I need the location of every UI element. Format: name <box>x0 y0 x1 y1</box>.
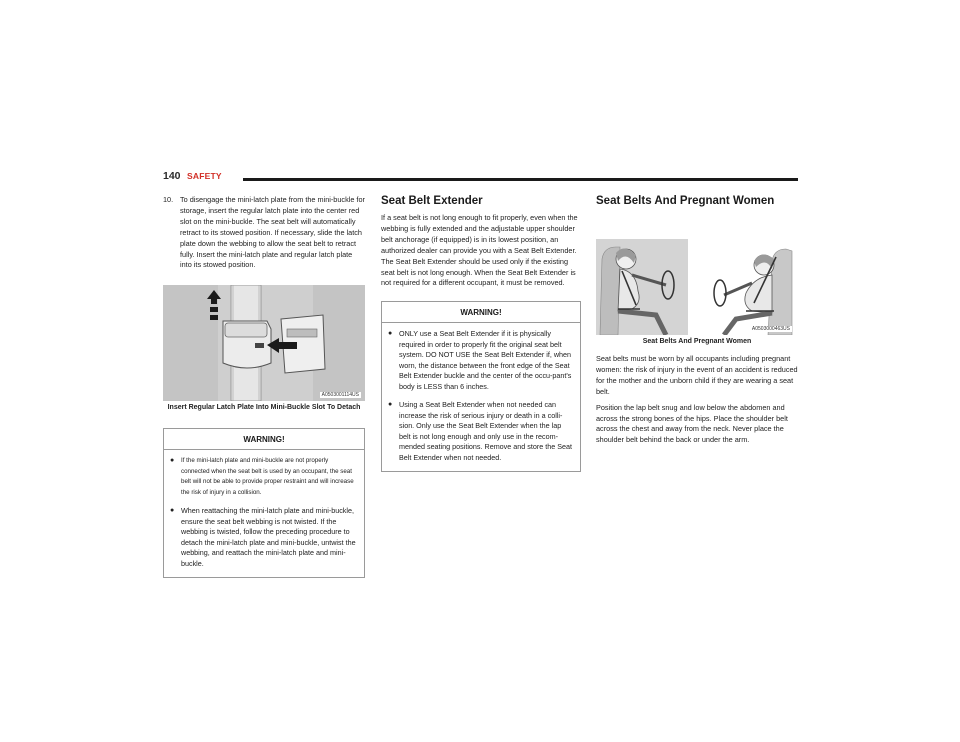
step-number: 10. <box>163 195 174 204</box>
bullet-icon: ● <box>170 507 175 515</box>
bullet-icon: ● <box>388 330 393 338</box>
column-middle <box>381 195 581 472</box>
warning-text: When reattaching the mini-latch plate and mini-buckle, ensure the seat belt webbing is not twisted. If the webbing is twisted, follow the preceding procedure to detach the mini-latch plate and mini-buckle, untwist the webbing, and reattach the mini-latch plate and mini-buckle. <box>181 506 356 568</box>
warning-text: ONLY use a Seat Belt Extender if it is physically required in order to properly fit the original seat belt system. DO NOT USE the Seat Belt Extender if, when worn, the distance between the front edge of the Seat Belt Extender buckle and the center of the occu-pant's body is LESS than 6 inches. <box>399 329 572 391</box>
warning-title: WARNING! <box>164 429 364 450</box>
warning-item <box>170 456 356 498</box>
header-rule <box>243 178 798 181</box>
figure-caption: Insert Regular Latch Plate Into Mini-Buckle Slot To Detach <box>167 404 361 412</box>
section-title: SAFETY <box>187 171 222 181</box>
page-number: 140 <box>163 170 181 182</box>
body-paragraph: Seat belts must be worn by all occupants including pregnant women: the risk of injury in the event of an accident is reduced for the mother and the unborn child if they are wearing a seat belt. <box>596 354 798 396</box>
figure-caption: Seat Belts And Pregnant Women <box>642 338 752 345</box>
warning-box <box>163 428 365 578</box>
section-heading: Seat Belt Extender <box>381 195 483 207</box>
pregnant-women-figure <box>596 239 796 335</box>
step-text: To disengage the mini-latch plate from the mini-buckle for storage, insert the regular latch plate into the center red slot on the mini-buckle. The seat belt will automatically retract to its stowed position. If necessary, slide the latch plate down the webbing to allow the seat belt to retract fully. Insert the mini-latch plate and regular latch plate into its stowed position. <box>180 195 365 270</box>
latch-plate-figure <box>163 285 365 401</box>
section-heading: Seat Belts And Pregnant Women <box>596 195 775 207</box>
figure-code: A0503001114US <box>321 392 359 399</box>
column-right <box>596 195 798 446</box>
page-header <box>163 170 798 186</box>
warning-item <box>388 400 572 463</box>
body-paragraph: If a seat belt is not long enough to fit properly, even when the webbing is fully extended and the adjustable upper shoulder belt anchorage (if equipped) is in its lowest position, an authorized dealer can provide you with a Seat Belt Extender. The Seat Belt Extender should be used only if the existing seat belt is not long enough. When the Seat Belt Extender is not required for a different occupant, it must be removed. <box>381 213 578 288</box>
seat-belt-buckle-illustration <box>163 285 365 401</box>
body-paragraph: Position the lap belt snug and low below the abdomen and across the strong bones of the hips. Place the shoulder belt across the chest and away from the neck. Never place the shoulder belt behind the back or under the arm. <box>596 402 788 445</box>
warning-box <box>381 301 581 472</box>
warning-text: Using a Seat Belt Extender when not needed can increase the risk of serious injury or death in a colli-sion. Only use the Seat Belt Extender when the lap belt is not long enough and only use in the recom-mended seating positions. Remove and store the Seat Belt Extender when not needed. <box>399 400 573 462</box>
bullet-icon: ● <box>170 457 175 465</box>
warning-text: If the mini-latch plate and mini-buckle are not properly connected when the seat belt is used by an occupant, the seat belt will not be able to provide proper restraint and will increase the risk of injury in a collision. <box>181 457 354 496</box>
warning-item <box>388 329 572 392</box>
warning-list <box>164 450 364 577</box>
instruction-step <box>163 195 365 271</box>
figure-code: A0503000463US <box>751 326 790 332</box>
warning-list <box>382 323 580 471</box>
pregnant-driver-illustration <box>596 239 796 335</box>
warning-title: WARNING! <box>382 302 580 323</box>
warning-item <box>170 506 356 569</box>
bullet-icon: ● <box>388 401 393 409</box>
column-left <box>163 195 365 578</box>
